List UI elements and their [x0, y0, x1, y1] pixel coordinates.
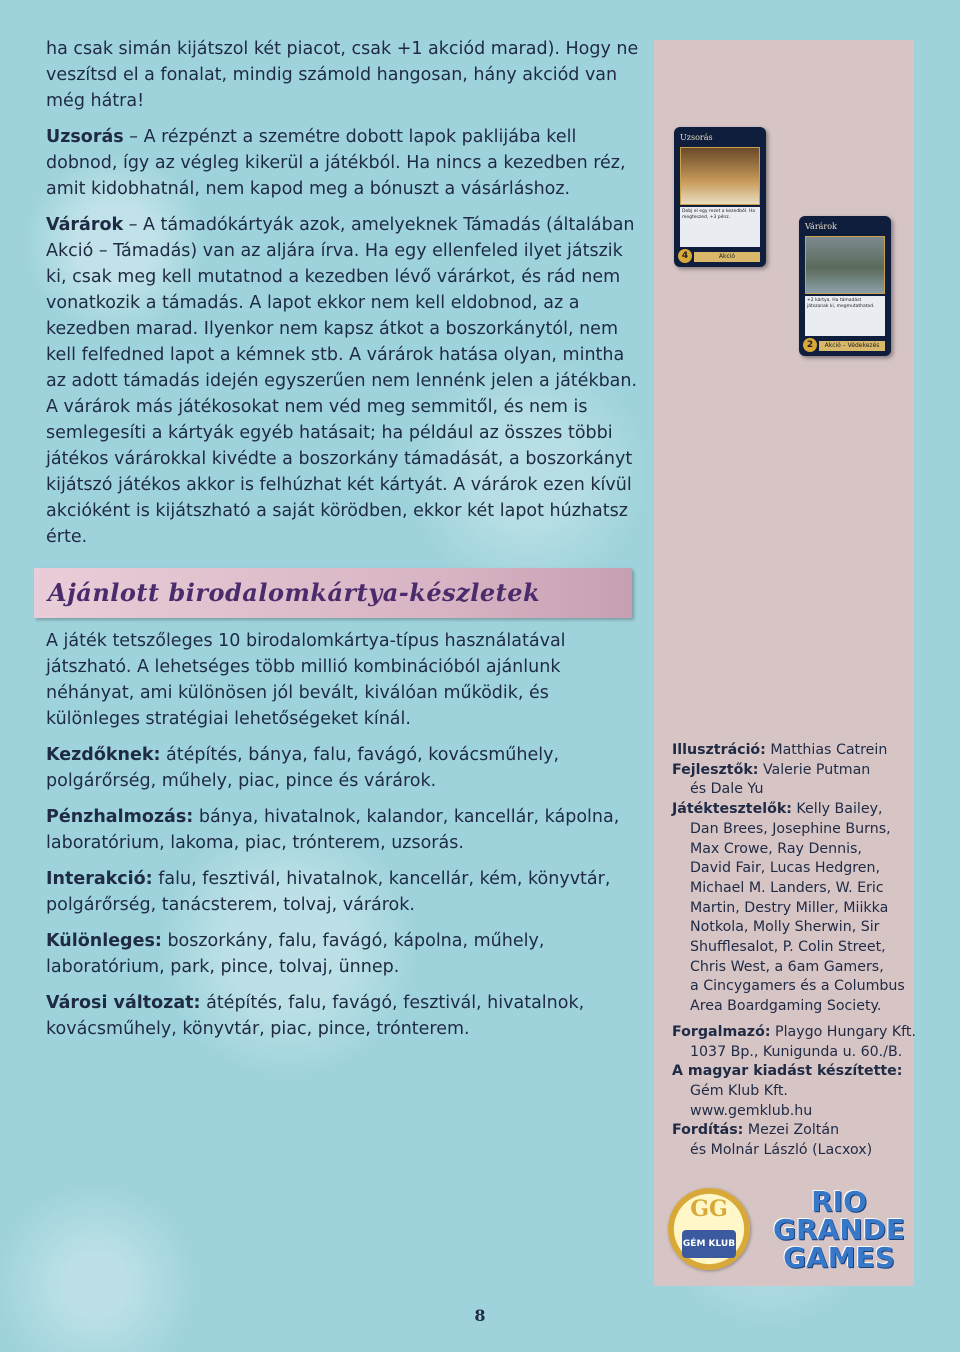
credit-value: Max Crowe, Ray Dennis, — [690, 840, 862, 857]
credit-value: Martin, Destry Miller, Miikka — [690, 899, 889, 916]
set-text: átépítés, bánya, falu, favágó, kovácsműhely, polgárőrség, műhely, piac, pince és várárok. — [46, 745, 560, 791]
set-term: Kezdőknek: — [46, 745, 161, 765]
main-text-top — [46, 36, 640, 560]
credit-value: Notkola, Molly Sherwin, Sir — [690, 919, 880, 936]
page-number: 8 — [474, 1306, 486, 1325]
credit-value: David Fair, Lucas Hedgren, — [690, 860, 881, 877]
credit-value: és Dale Yu — [690, 781, 764, 798]
paragraph-uzsoras — [46, 124, 640, 202]
card-text: +2 kártya. Ha támadást játszanak ki, megmutathatod. — [805, 296, 885, 336]
credit-label: Forgalmazó: — [672, 1023, 771, 1040]
credit-label: Fejlesztők: — [672, 761, 759, 778]
credit-value: és Molnár László (Lacxox) — [690, 1142, 873, 1159]
set-term: Különleges: — [46, 931, 162, 951]
credit-value: Dan Brees, Josephine Burns, — [690, 820, 891, 837]
set-text: bánya, hivatalnok, kalandor, kancellár, kápolna, laboratórium, lakoma, piac, trónterem, uzsorás. — [46, 807, 620, 853]
set-beginners — [46, 742, 640, 794]
card-title: Várárok — [805, 222, 837, 231]
paragraph-intro: ha csak simán kijátszol két piacot, csak +1 akciód marad). Hogy ne veszítsd el a fonalat, mindig számold hangosan, hány akciód van még hátra! — [46, 39, 639, 111]
credit-distributor — [672, 1023, 917, 1043]
card-art — [680, 147, 760, 205]
set-term: Városi változat: — [46, 993, 201, 1013]
credit-value: Shufflesalot, P. Colin Street, — [690, 939, 886, 956]
credit-developer — [672, 761, 912, 781]
card-uzsoras — [674, 127, 766, 267]
credit-value: Mezei Zoltán — [743, 1122, 840, 1139]
credit-testers — [672, 800, 912, 820]
term-vararok: Várárok — [46, 215, 124, 235]
credit-value: Playgo Hungary Kft. — [770, 1023, 917, 1040]
credit-translation — [672, 1121, 912, 1141]
card-cost: 4 — [678, 249, 692, 263]
section-header-band — [34, 568, 632, 618]
credit-value: a Cincygamers és a Columbus — [690, 978, 905, 995]
credits-block — [672, 741, 917, 1161]
term-uzsoras: Uzsorás — [46, 127, 124, 147]
credit-value: 1037 Bp., Kunigunda u. 60./B. — [690, 1043, 903, 1060]
paragraph-sets-intro: A játék tetszőleges 10 birodalomkártya-típus használatával játszható. A lehetséges több millió kombinációból ajánlunk néhányat, ami különösen jól bevált, kiválóan működik, és különleges stratégiai lehetőségeket kínál. — [46, 631, 566, 729]
set-interaction — [46, 866, 640, 918]
card-title: Uzsorás — [680, 133, 713, 142]
credit-value: Kelly Bailey, — [791, 801, 883, 818]
card-text: Dobj el egy rezet a kezedből. Ha megteszed, +3 pénz. — [680, 207, 760, 247]
logo-text: GG — [690, 1196, 728, 1222]
credit-value: Michael M. Landers, W. Eric — [690, 879, 884, 896]
set-term: Interakció: — [46, 869, 153, 889]
set-text: átépítés, falu, favágó, fesztivál, hivatalnok, kovácsműhely, könyvtár, piac, pince, trónterem. — [46, 993, 585, 1039]
card-art — [805, 236, 885, 294]
logo-text: GAMES — [783, 1241, 895, 1274]
credit-value: Valerie Putman — [758, 761, 871, 778]
rio-grande-games-logo — [768, 1185, 910, 1276]
main-text-bottom — [46, 628, 640, 1052]
set-text: boszorkány, falu, favágó, kápolna, műhely, laboratórium, park, pince, tolvaj, ünnep. — [46, 931, 545, 977]
credit-value: Area Boardgaming Society. — [690, 998, 882, 1015]
gem-klub-logo — [668, 1188, 750, 1270]
card-type: Akció – Védekezés — [819, 341, 885, 351]
set-money — [46, 804, 640, 856]
credit-value: Chris West, a 6am Gamers, — [690, 958, 884, 975]
set-city — [46, 990, 640, 1042]
credit-label: A magyar kiadást készítette: — [672, 1063, 903, 1080]
credit-label: Fordítás: — [672, 1122, 744, 1139]
credit-publisher — [672, 1062, 912, 1082]
credit-label: Illusztráció: — [672, 742, 766, 758]
set-text: falu, fesztivál, hivatalnok, kancellár, kém, könyvtár, polgárőrség, tanácsterem, tolvaj, várárok. — [46, 869, 611, 915]
credit-illustration — [672, 741, 912, 761]
set-term: Pénzhalmozás: — [46, 807, 194, 827]
paragraph-vararok — [46, 212, 640, 550]
credit-value: www.gemklub.hu — [690, 1102, 813, 1119]
logo-text: GRANDE — [772, 1213, 905, 1246]
card-vararok — [799, 216, 891, 356]
credit-label: Játéktesztelők: — [672, 801, 792, 818]
credit-value: Gém Klub Kft. — [690, 1082, 788, 1099]
text-uzsoras: – A rézpénzt a szemétre dobott lapok paklijába kell dobnod, így az végleg kikerül a játékból. Ha nincs a kezedben réz, amit kidobhatnál, nem kapod meg a bónuszt a vásárláshoz. — [46, 127, 626, 199]
card-cost: 2 — [803, 338, 817, 352]
text-vararok: – A támadókártyák azok, amelyeknek Támadás (általában Akció – Támadás) van az aljára írva. Ha egy ellenfeled ilyet játszik ki, csak meg kell mutatnod a kezedben lévő várárkot, és rád nem vonatkozik a támadás. A lapot ekkor nem kell eldobnod, az a kezedben marad. Ilyenkor nem kapsz átkot a boszorkánytól, nem kell felfedned lapot a kémnek stb. A várárok hatása olyan, mintha az adott támadás idején egyszerűen nem lennénk jelen a játékban. A várárok más játékosokat nem véd meg semmitől, és nem is semlegesíti a kártyák egyéb hatásait; ha például az összes többi játékos várárokkal kivédte a boszorkány támadását, a boszorkányt kijátszó játékos akkor is felhúzhat két kártyát. A várárok ezen kívül akcióként is kijátszható a saját körödben, ekkor két lapot húzhatsz érte. — [46, 215, 638, 547]
set-special — [46, 928, 640, 980]
card-type: Akció — [694, 252, 760, 262]
logo-text: GÉM KLUB — [682, 1230, 736, 1258]
credit-value: Matthias Catrein — [765, 742, 888, 758]
logo-text: RIO — [811, 1185, 867, 1218]
section-title: Ajánlott birodalomkártya-készletek — [48, 578, 541, 607]
